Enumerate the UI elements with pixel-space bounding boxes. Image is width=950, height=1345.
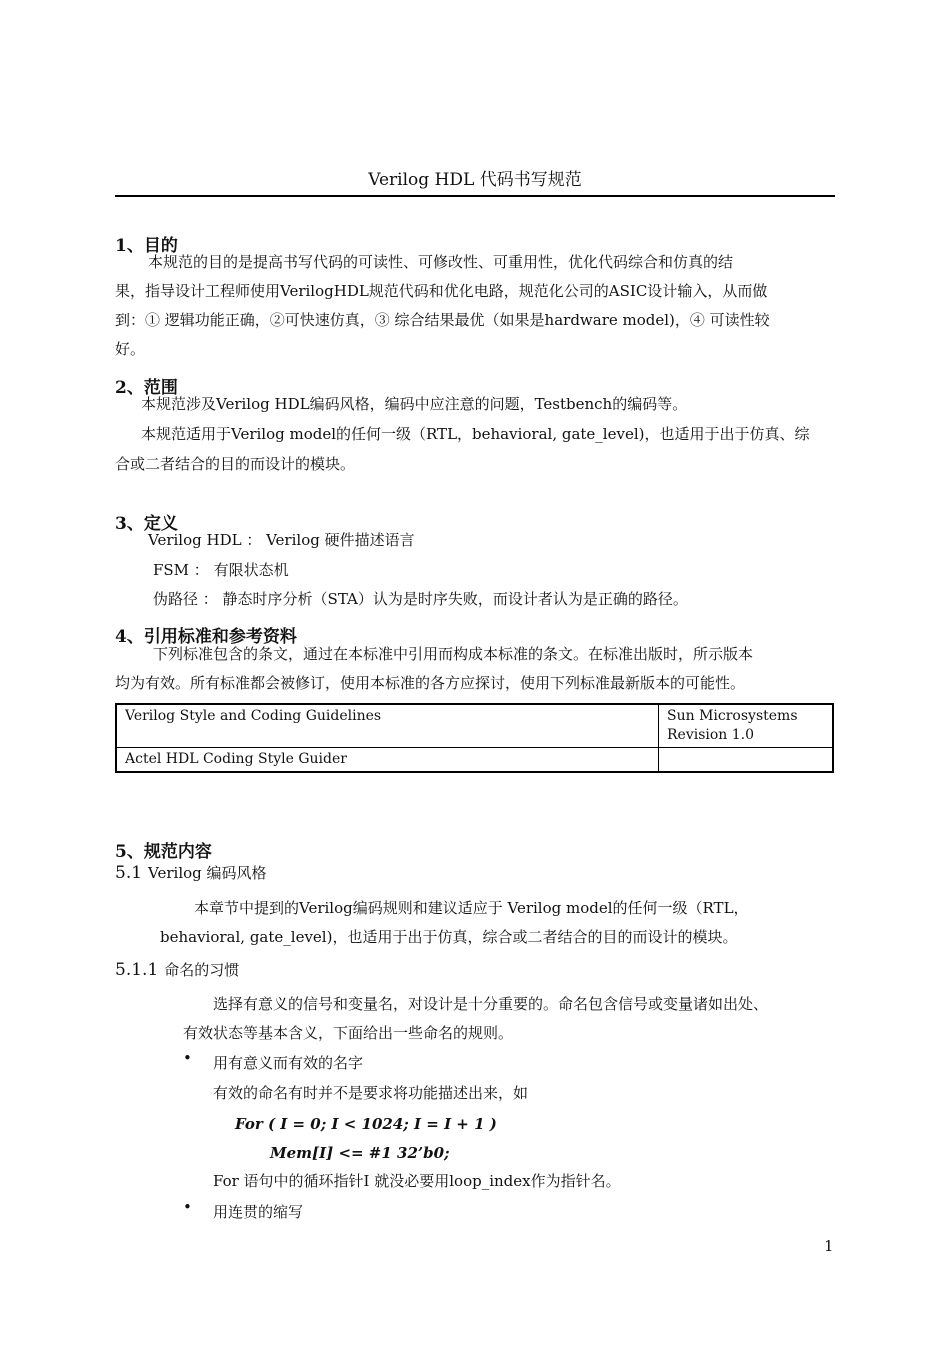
definition-false-path: 伪路径 ： 静态时序分析（STA）认为是时序失败，而设计者认为是正确的路径。	[153, 590, 688, 608]
section-2-line-3: 合或二者结合的目的而设计的模块。	[115, 455, 356, 473]
subsection-5-1-title: Verilog 编码风格	[148, 864, 267, 882]
table-row	[116, 704, 833, 748]
bullet-dot-icon: •	[183, 1198, 192, 1216]
page-header: Verilog HDL 代码书写规范	[115, 165, 835, 197]
section-4-line-2: 均为有效。所有标准都会被修订，使用本标准的各方应探讨，使用下列标准最新版本的可能性。	[115, 674, 746, 692]
subsection-5-1-line-1: 本章节中提到的Verilog编码规则和建议适应于 Verilog model的任何一级（RTL，	[194, 899, 749, 917]
reference-title-cell: Verilog Style and Coding Guidelines	[116, 704, 659, 748]
page-number: 1	[824, 1237, 834, 1255]
definition-verilog-hdl: Verilog HDL ： Verilog 硬件描述语言	[148, 531, 415, 549]
subsection-5-1-1-number: 5.1.1	[115, 960, 159, 980]
section-1-para-line-2: 果，指导设计工程师使用VerilogHDL规范代码和优化电路，规范化公司的ASIC设计输入，从而做	[115, 282, 768, 300]
section-4-line-1: 下列标准包含的条文，通过在本标准中引用而构成本标准的条文。在标准出版时，所示版本	[153, 645, 754, 663]
reference-revision: Revision 1.0	[667, 727, 755, 743]
section-2-line-1: 本规范涉及Verilog HDL编码风格，编码中应注意的问题，Testbench的编码等。	[141, 395, 688, 413]
bullet-1-description: 有效的命名有时并不是要求将功能描述出来，如	[213, 1084, 529, 1102]
section-2-heading: 2、范围	[115, 378, 178, 398]
subsection-5-1-number: 5.1	[115, 863, 143, 883]
subsection-5-1-heading	[115, 862, 267, 883]
code-line-mem: Mem[I] <= #1 32’b0;	[270, 1144, 450, 1162]
subsection-5-1-1-heading	[115, 959, 239, 980]
bullet-dot-icon: •	[183, 1049, 192, 1067]
section-1-para-line-1: 本规范的目的是提高书写代码的可读性、可修改性、可重用性，优化代码综合和仿真的结	[148, 253, 734, 271]
reference-table	[115, 703, 834, 773]
bullet-1-note: For 语句中的循环指针I 就没必要用loop_index作为指针名。	[213, 1172, 621, 1190]
section-5-heading: 5、规范内容	[115, 842, 212, 862]
subsection-5-1-1-title: 命名的习惯	[164, 961, 240, 979]
reference-source: Sun Microsystems	[667, 708, 798, 724]
section-4-heading: 4、引用标准和参考资料	[115, 627, 297, 647]
subsection-5-1-1-line-2: 有效状态等基本含义，下面给出一些命名的规则。	[183, 1024, 514, 1042]
subsection-5-1-1-line-1: 选择有意义的信号和变量名，对设计是十分重要的。命名包含信号或变量诸如出处、	[213, 995, 769, 1013]
bullet-2-text: 用连贯的缩写	[213, 1203, 304, 1221]
section-1-para-line-4: 好。	[115, 340, 146, 358]
section-1-para-line-3: 到：① 逻辑功能正确，②可快速仿真，③ 综合结果最优（如果是hardware model)，④ 可读性较	[115, 311, 770, 329]
section-3-heading: 3、定义	[115, 514, 178, 534]
section-2-line-2: 本规范适用于Verilog model的任何一级（RTL，behavioral, gate_level)，也适用于出于仿真、综	[141, 425, 810, 443]
code-line-for: For ( I = 0; I < 1024; I = I + 1 )	[235, 1115, 497, 1133]
table-row	[116, 748, 833, 773]
definition-fsm: FSM ： 有限状态机	[153, 561, 289, 579]
subsection-5-1-line-2: behavioral, gate_level)，也适用于出于仿真，综合或二者结合的目的而设计的模块。	[160, 928, 738, 946]
reference-title-cell: Actel HDL Coding Style Guider	[116, 748, 659, 773]
reference-source-cell	[659, 704, 834, 748]
section-1-heading: 1、目的	[115, 236, 178, 256]
bullet-1-text: 用有意义而有效的名字	[213, 1054, 364, 1072]
reference-source-cell	[659, 748, 834, 773]
